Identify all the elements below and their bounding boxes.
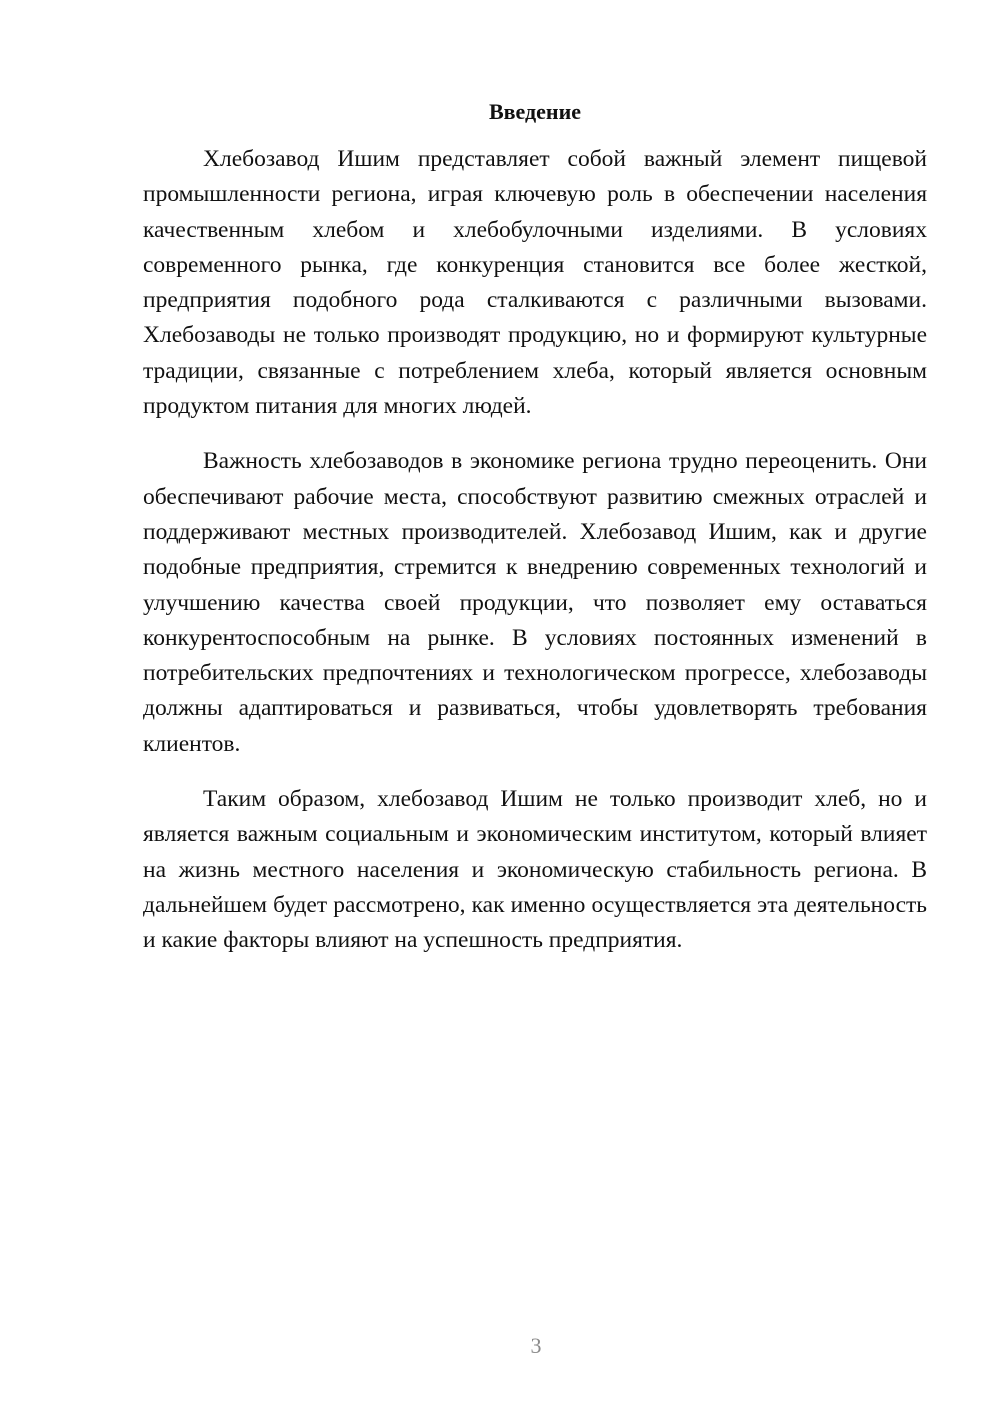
paragraph-3: Таким образом, хлебозавод Ишим не только производит хлеб, но и является важным социальным и экономическим институтом, который влияет на жизнь местного населения и экономическую стабильность региона. В дальнейшем будет рассмотрено, как именно осуществляется эта деятельность и какие факторы влияют на успешность предприятия. bbox=[143, 786, 927, 954]
page-number: 3 bbox=[530, 1333, 542, 1358]
section-heading: Введение bbox=[488, 99, 582, 124]
paragraph-1: Хлебозавод Ишим представляет собой важный элемент пищевой промышленности региона, играя ключевую роль в обеспечении населения качественным хлебом и хлебобулочными изделиями. В условиях современного рынка, где конкуренция становится все более жесткой, предприятия подобного рода сталкиваются с различными вызовами. Хлебозаводы не только производят продукцию, но и формируют культурные традиции, связанные с потреблением хлеба, который является основным продуктом питания для многих людей. bbox=[143, 146, 927, 420]
paragraph-2: Важность хлебозаводов в экономике региона трудно переоценить. Они обеспечивают рабочие места, способствуют развитию смежных отраслей и поддерживают местных производителей. Хлебозавод Ишим, как и другие подобные предприятия, стремится к внедрению современных технологий и улучшению качества своей продукции, что позволяет ему оставаться конкурентоспособным на рынке. В условиях постоянных изменений в потребительских предпочтениях и технологическом прогрессе, хлебозаводы должны адаптироваться и развиваться, чтобы удовлетворять требования клиентов. bbox=[143, 448, 927, 757]
body-text bbox=[143, 142, 927, 979]
